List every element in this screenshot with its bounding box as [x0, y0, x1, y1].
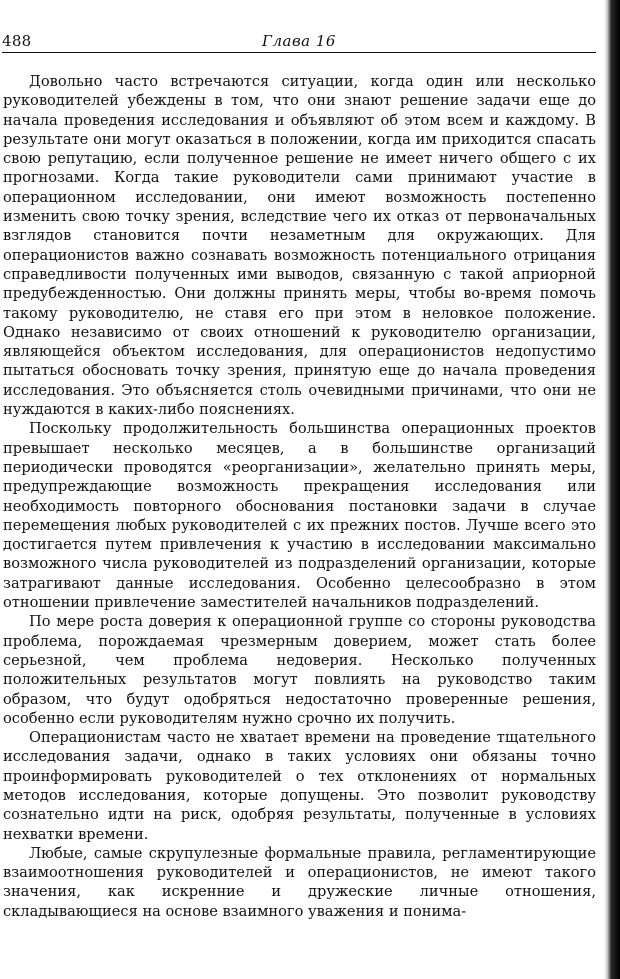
paragraph: Операционистам часто не хватает времени на проведение тщательного исследования задачи, однако в таких условиях они обязаны точно проинформировать руководителей о тех отклонениях от нормальных методов исследования, которые допущены. Это позволит руководству сознательно идти на риск, одобряя результаты, полученные в условиях нехватки времени. — [3, 729, 596, 843]
scan-page-edge — [604, 0, 620, 979]
body-text — [3, 72, 596, 921]
page-header — [2, 30, 596, 53]
paragraph: Довольно часто встречаются ситуации, когда один или несколько руководителей убеждены в том, что они знают решение задачи еще до начала проведения исследования и объявляют об этом всем и каждому. В результате они могут оказаться в положении, когда им приходится спасать свою репутацию, если полученное решение не имеет ничего общего с их прогнозами. Когда такие руководители сами принимают участие в операционном исследовании, они имеют возможность постепенно изменить свою точку зрения, вследствие чего их отказ от первоначальных взглядов становится почти незаметным для окружающих. Для операционистов важно сознавать возможность потенциального отрицания справедливости полученных ими выводов, связанную с такой априорной предубежденностью. Они должны принять меры, чтобы во-время помочь такому руководителю, не ставя его при этом в неловкое положение. Однако независимо от своих отношений к руководителю организации, являющейся объектом исследования, для операционистов недопустимо пытаться обосновать точку зрения, принятую еще до начала проведения исследования. Это объясняется столь очевидными причинами, что они не нуждаются в каких-либо пояснениях. — [3, 73, 596, 419]
paragraph: По мере роста доверия к операционной группе со стороны руководства проблема, порождаемая чрезмерным доверием, может стать более серьезной, чем проблема недоверия. Несколько полученных положительных результатов могут повлиять на руководство таким образом, что будут одобряться недостаточно проверенные решения, особенно если руководителям нужно срочно их получить. — [3, 613, 596, 727]
running-title: Глава 16 — [262, 32, 336, 50]
paragraph: Любые, самые скрупулезные формальные правила, регламентирующие взаимоотношения руководителей и операционистов, не имеют такого значения, как искренние и дружеские личные отношения, складывающиеся на основе взаимного уважения и понима- — [3, 844, 596, 920]
page-number: 488 — [2, 32, 32, 50]
paragraph: Поскольку продолжительность большинства операционных проектов превышает несколько месяцев, а в большинстве организаций периодически проводятся «реорганизации», желательно принять меры, предупреждающие возможность прекращения исследования или необходимость повторного обоснования постановки задачи в случае перемещения любых руководителей с их прежних постов. Лучше всего это достигается путем привлечения к участию в исследовании максимально возможного числа руководителей из подразделений организации, которые затрагивают данные исследования. Особенно целесообразно в этом отношении привлечение заместителей начальников подразделений. — [3, 420, 596, 612]
